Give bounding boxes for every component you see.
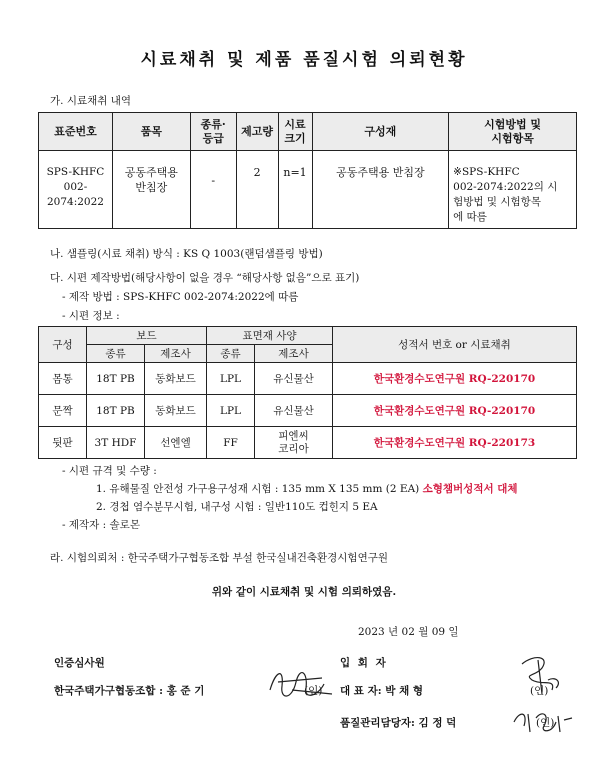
cell-board-kind: 18T PB xyxy=(87,363,145,395)
cell-part: 문짝 xyxy=(39,395,87,427)
cell-surf-maker: 유신물산 xyxy=(255,395,333,427)
cell-board-maker: 선엔엘 xyxy=(145,427,207,459)
cell-grade: - xyxy=(190,151,236,229)
cell-report: 한국환경수도연구원 RQ-220173 xyxy=(333,427,577,459)
cell-board-kind: 18T PB xyxy=(87,395,145,427)
inspector-name: 한국주택가구협동조합 : 홍 준 기 xyxy=(54,685,205,697)
cell-surf-kind: FF xyxy=(207,427,255,459)
header-item: 품목 xyxy=(112,113,190,151)
cell-surf-kind: LPL xyxy=(207,395,255,427)
cell-surf-kind: LPL xyxy=(207,363,255,395)
header-surf-maker: 제조사 xyxy=(255,345,333,363)
cell-standard: SPS-KHFC 002-2074:2022 xyxy=(39,151,113,229)
header-method: 시험방법 및 시험항목 xyxy=(449,113,577,151)
table-row xyxy=(39,427,577,459)
header-composition: 구성 xyxy=(39,327,87,363)
spec-size-label: - 시편 규격 및 수량 : xyxy=(62,465,157,477)
sampling-table xyxy=(38,112,577,229)
cell-board-maker: 동화보드 xyxy=(145,395,207,427)
confirm-statement: 위와 같이 시료채취 및 시험 의뢰하였음. xyxy=(211,586,397,598)
page-title: 시료채취 및 제품 품질시험 의뢰현황 xyxy=(140,50,468,70)
quality-manager-name: 품질관리담당자: 김 정 덕 xyxy=(340,717,457,729)
inspector-signature-icon xyxy=(262,660,342,708)
spec-info: - 시편 정보 : xyxy=(62,310,120,322)
inspector-seal: (인) xyxy=(304,685,323,697)
spec-item-1-text: 1. 유해물질 안전성 가구용구성재 시험 : 135 mm X 135 mm (2 EA) xyxy=(96,483,420,495)
cell-method: ※SPS-KHFC 002-2074:2022의 시 험방법 및 시험항목 에 따름 xyxy=(449,151,577,229)
maker-line: - 제작자 : 솔로몬 xyxy=(62,519,140,531)
cell-stock: 2 xyxy=(236,151,278,229)
date: 2023 년 02 월 09 일 xyxy=(358,626,459,638)
header-grade: 종류· 등급 xyxy=(190,113,236,151)
header-sample: 시료 크기 xyxy=(278,113,312,151)
header-surf-kind: 종류 xyxy=(207,345,255,363)
cell-surf-maker: 피엔씨 코리아 xyxy=(255,427,333,459)
section-na: 나. 샘플링(시료 채취) 방식 : KS Q 1003(랜덤샘플링 방법) xyxy=(50,248,323,260)
spec-item-1 xyxy=(96,481,518,496)
table-row xyxy=(39,395,577,427)
header-stock: 제고량 xyxy=(236,113,278,151)
section-ga: 가. 시료채취 내역 xyxy=(50,95,132,107)
quality-manager-seal: (인) xyxy=(536,717,555,729)
header-surface: 표면재 사양 xyxy=(207,327,333,345)
cell-report: 한국환경수도연구원 RQ-220170 xyxy=(333,363,577,395)
cell-surf-maker: 유신물산 xyxy=(255,363,333,395)
header-board-kind: 종류 xyxy=(87,345,145,363)
make-method: - 제작 방법 : SPS-KHFC 002-2074:2022에 따름 xyxy=(62,291,299,303)
table-row xyxy=(39,363,577,395)
witness-label: 입 회 자 xyxy=(340,657,388,669)
section-da: 다. 시편 제작방법(해당사항이 없을 경우 “해당사항 없음”으로 표기) xyxy=(50,272,360,284)
cell-board-kind: 3T HDF xyxy=(87,427,145,459)
specimen-table xyxy=(38,326,577,459)
table-row xyxy=(39,151,577,229)
header-component: 구성재 xyxy=(312,113,449,151)
cell-part: 뒷판 xyxy=(39,427,87,459)
inspector-label: 인증심사원 xyxy=(54,657,105,669)
quality-manager-signature-icon xyxy=(508,700,578,740)
header-report: 성적서 번호 or 시료채취 xyxy=(333,327,577,363)
section-ra: 라. 시험의뢰처 : 한국주택가구협동조합 부설 한국실내건축환경시험연구원 xyxy=(50,552,388,564)
representative-name: 대 표 자: 박 채 형 xyxy=(340,685,424,697)
header-board: 보드 xyxy=(87,327,207,345)
cell-part: 몸통 xyxy=(39,363,87,395)
spec-item-2: 2. 경첩 염수분무시험, 내구성 시험 : 일반110도 컵힌지 5 EA xyxy=(96,501,378,513)
cell-sample: n=1 xyxy=(278,151,312,229)
representative-seal: (인) xyxy=(530,685,549,697)
spec-item-1-note: 소형챔버성적서 대체 xyxy=(422,483,518,495)
cell-item: 공동주택용 반침장 xyxy=(112,151,190,229)
cell-board-maker: 동화보드 xyxy=(145,363,207,395)
cell-component: 공동주택용 반침장 xyxy=(312,151,449,229)
representative-signature-icon xyxy=(512,650,572,700)
header-board-maker: 제조사 xyxy=(145,345,207,363)
header-standard: 표준번호 xyxy=(39,113,113,151)
cell-report: 한국환경수도연구원 RQ-220170 xyxy=(333,395,577,427)
